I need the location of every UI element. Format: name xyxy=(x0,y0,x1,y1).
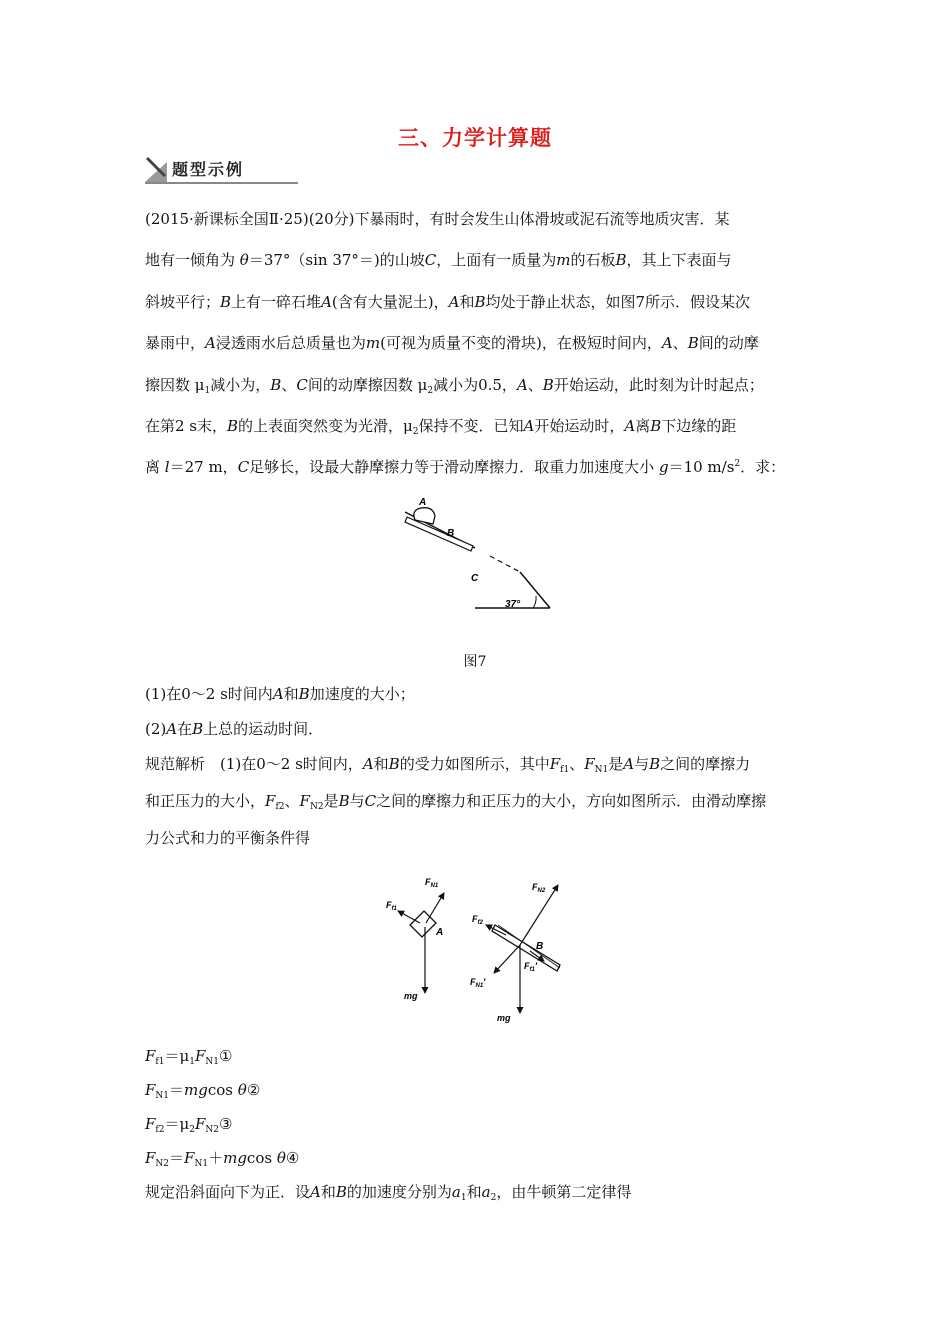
force-diagram xyxy=(380,865,580,1030)
problem-line-6: 在第2 s末，B的上表面突然变为光滑，$\mu_2$保持不变．已知A开始运动时，A离B下边缘的距 xyxy=(145,417,737,437)
problem-line-4: 暴雨中，A浸透雨水后总质量也为m(可视为质量不变的滑块)，在极短时间内，A、B间的动摩 xyxy=(145,334,759,352)
problem-line-2: 地有一倾角为 θ＝37°（sin 37°＝)的山坡C，上面有一质量为m的石板B，其上下表面与 xyxy=(145,251,732,269)
equation-4: $F_{N2}=F_{N1}+mgcos$ θ④ xyxy=(145,1149,300,1169)
equation-3: $F_{f2}=\mu_2F_{N2}③$ xyxy=(145,1115,233,1135)
label-ff1-prime: $F_{f1}'$ xyxy=(524,961,538,973)
block-a xyxy=(410,911,436,937)
label-angle: 37° xyxy=(505,599,521,610)
closing-line: 规定沿斜面向下为正．设A和B的加速度分别为$a_1$和$a_2$，由牛顿第二定律得 xyxy=(145,1183,632,1203)
solution-line-1: 规范解析 (1)在0～2 s时间内，A和B的受力如图所示，其中$F_{f1}$、$F_{N1}$是A与B之间的摩擦力 xyxy=(145,755,751,775)
page-title: 三、力学计算题 xyxy=(398,126,552,150)
section-header xyxy=(145,156,298,184)
arrow-fn2 xyxy=(520,885,558,945)
label-b: B xyxy=(447,528,455,539)
label-ff1: $F_{f1}$ xyxy=(386,900,397,912)
label-fn1-prime: $F_{N1}'$ xyxy=(470,977,486,989)
slab-b xyxy=(405,517,473,551)
solution-line-3: 力公式和力的平衡条件得 xyxy=(145,829,311,847)
problem-line-5: 擦因数 $\mu_1$减小为，B、C间的动摩擦因数 $\mu_2$减小为0.5，A、B开始运动，此时刻为计时起点； xyxy=(145,376,764,396)
angle-arc xyxy=(533,596,536,608)
arrow-fn1 xyxy=(426,893,444,923)
question-2: (2)A在B上总的运动时间． xyxy=(145,720,324,738)
equation-2: $F_{N1}=mgcos$ θ② xyxy=(145,1081,261,1101)
figure-7-caption: 图7 xyxy=(463,654,487,670)
problem-line-1: (2015·新课标全国Ⅱ·25)(20分)下暴雨时，有时会发生山体滑坡或泥石流等地质灾害．某 xyxy=(145,210,730,228)
corner-mark-icon xyxy=(145,156,167,182)
label-mg-a: mg xyxy=(404,991,418,1001)
label-c: C xyxy=(471,573,479,584)
label-a: A xyxy=(419,497,427,508)
label-b-force: B xyxy=(536,941,544,952)
label-mg-b: mg xyxy=(497,1013,511,1023)
section-label: 题型示例 xyxy=(172,160,245,179)
label-fn2: $F_{N2}$ xyxy=(532,882,546,894)
problem-line-7: 离 l＝27 m，C足够长，设最大静摩擦力等于滑动摩擦力．取重力加速度大小 g＝10 $m/s^2$．求： xyxy=(145,458,786,476)
question-1: (1)在0～2 s时间内A和B加速度的大小； xyxy=(145,685,415,703)
problem-line-3: 斜坡平行；B上有一碎石堆A(含有大量泥土)，A和B均处于静止状态，如图7所示．假设某次 xyxy=(145,293,751,311)
arrow-fn1-prime xyxy=(494,945,520,973)
figure-7-diagram xyxy=(385,490,565,620)
slope-line-dashed xyxy=(490,556,520,572)
label-ff2: $F_{f2}$ xyxy=(472,914,483,926)
label-a-force: A xyxy=(436,927,444,938)
arrow-ff1 xyxy=(398,911,420,923)
equation-1: $F_{f1}=\mu_1F_{N1}①$ xyxy=(145,1047,233,1067)
solution-line-2: 和正压力的大小，$F_{f2}$、$F_{N2}$是B与C之间的摩擦力和正压力的大小，方向如图所示．由滑动摩擦 xyxy=(145,792,767,812)
label-fn1: $F_{N1}$ xyxy=(425,877,439,889)
